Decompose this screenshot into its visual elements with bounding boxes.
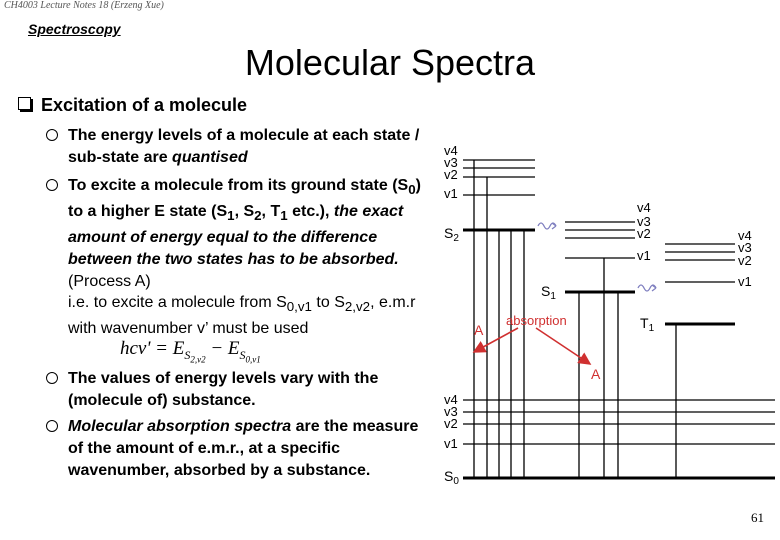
s0-v4-label: v4 <box>444 392 458 407</box>
s0-level-group <box>444 392 775 487</box>
lecture-header: CH4003 Lecture Notes 18 (Erzeng Xue) <box>4 0 164 11</box>
process-a-label-left: A <box>474 322 484 338</box>
s2-state-label: $S_2$ <box>444 225 459 244</box>
s1-v3-label: v3 <box>637 214 651 229</box>
example-part: i.e. to excite a molecule from S <box>68 294 287 311</box>
s1-v4-label: v4 <box>637 200 651 215</box>
t1-v3-label: v3 <box>738 240 752 255</box>
subscript: 2 <box>254 208 262 224</box>
s0-v1-label: v1 <box>444 436 458 451</box>
example-part: to S <box>311 294 345 311</box>
s2-v1-label: v1 <box>444 186 458 201</box>
subscript: 1 <box>227 208 235 224</box>
s2-v2-label: v2 <box>444 167 458 182</box>
bullet-emphasis: quantised <box>172 149 248 166</box>
bullet-text: are the measure of the amount of e.m.r., at a specific wavenumber, absorbed by a substance. <box>68 418 419 479</box>
absorption-label: absorption <box>506 313 567 328</box>
s1-v2-label: v2 <box>637 226 651 241</box>
bullet-text: , S <box>234 203 255 221</box>
s2-v4-label: v4 <box>444 143 458 158</box>
main-bullet-text: Excitation of a molecule <box>41 95 248 115</box>
formula-part: − E <box>205 338 240 359</box>
subscript: 2,v2 <box>344 299 371 315</box>
bullet-text: ) to a higher E state (S <box>68 177 421 221</box>
bullet-text: The energy levels of a molecule at each state / sub-state are <box>68 127 420 166</box>
formula-sub: S <box>239 347 246 362</box>
s1-state-label: $S_1$ <box>541 283 556 302</box>
s1-v1-label: v1 <box>637 248 651 263</box>
s0-v2-label: v2 <box>444 416 458 431</box>
bullet-emphasis: the exact amount of energy equal to the difference between the two states <box>68 203 404 269</box>
bullet-emphasis: Molecular absorption spectra <box>68 418 292 435</box>
formula-subsub: 2,v2 <box>190 354 206 365</box>
t1-state-label: $T_1$ <box>640 315 655 334</box>
subscript: 0,v1 <box>286 299 312 315</box>
bullet-emphasis: has to be absorbed. <box>243 251 399 269</box>
bullet-text: etc.), <box>287 203 334 221</box>
t1-v2-label: v2 <box>738 253 752 268</box>
formula-subsub: 0,v1 <box>245 354 261 365</box>
topic-label: Spectroscopy <box>28 21 121 37</box>
t1-v4-label: v4 <box>738 228 752 243</box>
t1-level-group <box>640 228 752 334</box>
subscript: 1 <box>280 208 288 224</box>
t1-v1-label: v1 <box>738 274 752 289</box>
s0-v3-label: v3 <box>444 404 458 419</box>
page-number: 61 <box>751 510 764 525</box>
example-part: , e.m.r with wavenumber v’ must be used <box>68 294 416 338</box>
s2-level-group <box>444 143 535 244</box>
formula-part: hcv' = E <box>120 338 185 359</box>
s1-level-group <box>541 200 651 302</box>
s0-state-label: $S_0$ <box>444 468 459 487</box>
formula-sub: S <box>184 347 191 362</box>
bullet-text: The values of energy levels vary with the (molecule of) substance. <box>68 370 379 409</box>
absorption-arrow-right <box>536 328 590 364</box>
bullet-text: To excite a molecule from its ground state (S <box>68 177 409 194</box>
s2-v3-label: v3 <box>444 155 458 170</box>
subscript: 0 <box>408 182 416 198</box>
slide-title: Molecular Spectra <box>244 42 536 83</box>
process-a-label-right: A <box>591 366 601 382</box>
process-label: (Process A) <box>68 273 151 291</box>
bullet-text: , T <box>261 203 281 221</box>
